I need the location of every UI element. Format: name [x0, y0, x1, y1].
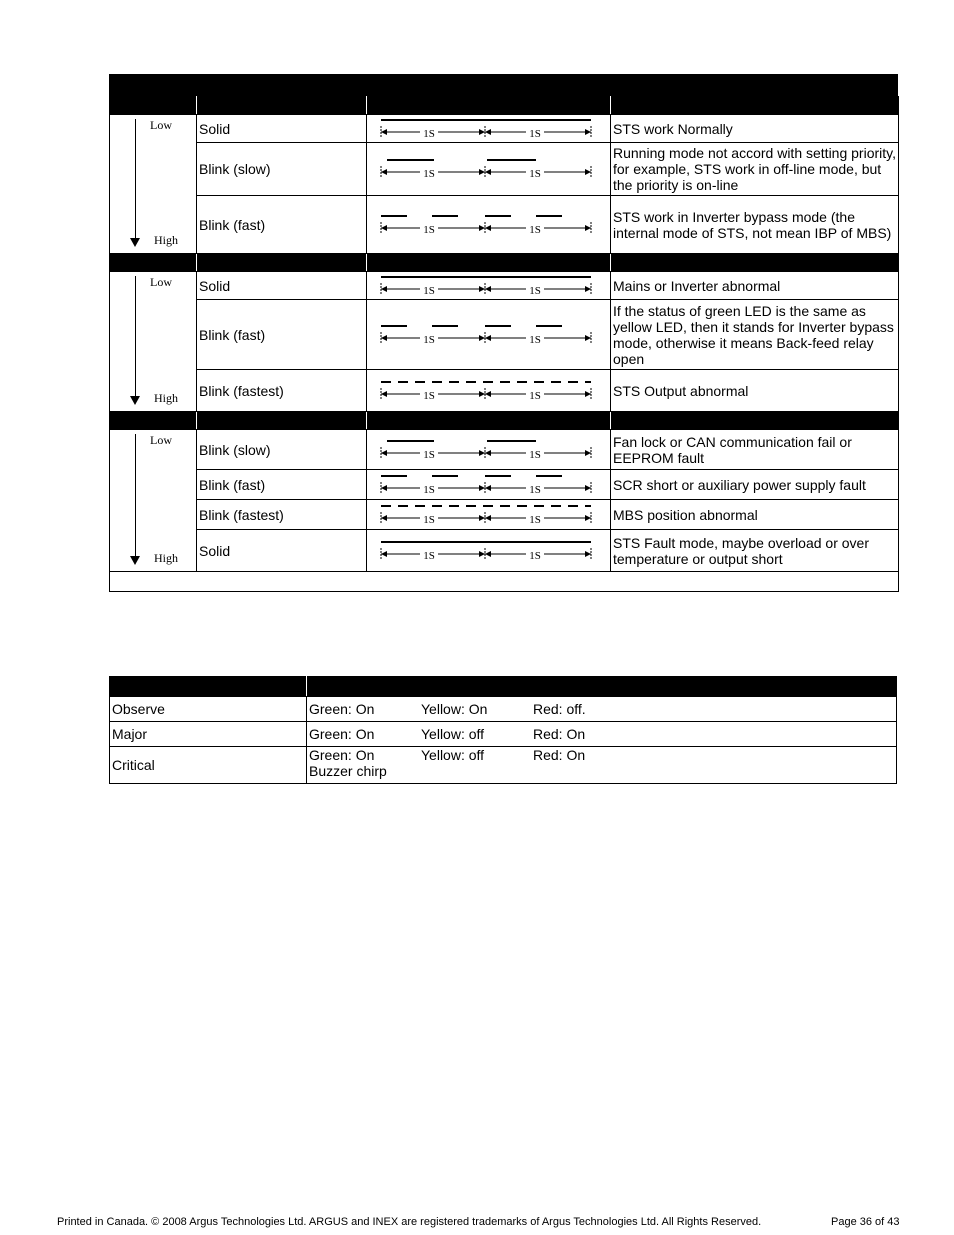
wave-arrowhead — [585, 225, 591, 231]
section-header-cell — [110, 97, 197, 115]
wave-arrowhead — [585, 485, 591, 491]
led-description: MBS position abnormal — [611, 500, 899, 530]
wave-label: 1S — [422, 223, 435, 236]
yellow-state: Yellow: On — [421, 701, 488, 717]
priority-low-label: Low — [150, 275, 172, 289]
wave-arrowhead — [479, 129, 485, 135]
wave-arrowhead — [485, 515, 491, 521]
wave-arrowhead — [585, 515, 591, 521]
priority-scale — [112, 272, 194, 410]
led-waveform — [379, 437, 599, 463]
led-waveform — [379, 502, 599, 528]
table-row — [110, 697, 897, 722]
led-waveform-cell — [367, 143, 611, 196]
wave-label: 1S — [422, 448, 435, 461]
yellow-state: Yellow: off — [421, 747, 485, 763]
wave-arrowhead — [585, 551, 591, 557]
wave-arrowhead — [479, 551, 485, 557]
section-header-cell — [367, 412, 611, 430]
led-description: SCR short or auxiliary power supply fault — [611, 470, 899, 500]
led-states — [307, 697, 897, 722]
table-row — [110, 722, 897, 747]
table-row — [110, 470, 899, 500]
led-description: STS work in Inverter bypass mode (the internal mode of STS, not mean IBP of MBS) — [611, 196, 899, 254]
wave-arrowhead — [381, 169, 387, 175]
wave-arrowhead — [485, 286, 491, 292]
priority-high-label: High — [154, 233, 178, 247]
wave-label: 1S — [422, 284, 435, 297]
alarm-level: Major — [110, 722, 307, 747]
led-pattern: Solid — [197, 272, 367, 300]
wave-arrowhead — [381, 225, 387, 231]
green-state-group — [309, 747, 421, 779]
wave-label: 1S — [528, 549, 541, 562]
section-header-cell — [197, 97, 367, 115]
wave-label: 1S — [422, 549, 435, 562]
table-row — [110, 530, 899, 572]
yellow-state: Yellow: off — [421, 726, 485, 742]
wave-label: 1S — [528, 168, 541, 180]
priority-line — [135, 119, 136, 240]
red-state: Red: On — [533, 726, 586, 742]
green-state: Green: On — [309, 701, 375, 717]
green-state-group — [309, 701, 421, 717]
section-header-cell — [110, 254, 197, 272]
table-row — [110, 500, 899, 530]
table-row — [110, 143, 899, 196]
table-title-bar — [109, 74, 898, 96]
led-waveform-cell — [367, 370, 611, 412]
wave-arrowhead — [381, 485, 387, 491]
led-waveform-cell — [367, 272, 611, 300]
wave-label: 1S — [528, 127, 541, 140]
wave-arrowhead — [479, 169, 485, 175]
wave-arrowhead — [585, 129, 591, 135]
wave-arrowhead — [381, 286, 387, 292]
wave-label: 1S — [528, 483, 541, 496]
section-header-cell — [367, 254, 611, 272]
section-header-row — [110, 254, 899, 272]
wave-arrowhead — [479, 485, 485, 491]
priority-high-label: High — [154, 391, 178, 405]
arrow-down-icon — [130, 238, 140, 247]
priority-line — [135, 276, 136, 398]
wave-label: 1S — [528, 333, 541, 346]
wave-arrowhead — [585, 286, 591, 292]
alarm-header-row — [110, 677, 897, 697]
section-header-cell — [197, 254, 367, 272]
priority-indicator — [110, 115, 197, 254]
led-waveform — [379, 322, 599, 348]
alarm-level-table — [109, 676, 896, 784]
footer-page-number: Page 36 of 43 — [831, 1216, 900, 1228]
alarm-level: Observe — [110, 697, 307, 722]
led-description: STS Fault mode, maybe overload or over temperature or output short — [611, 530, 899, 572]
wave-label: 1S — [422, 127, 435, 140]
wave-arrowhead — [479, 335, 485, 341]
table-row — [110, 196, 899, 254]
priority-low-label: Low — [150, 118, 172, 132]
wave-label: 1S — [528, 284, 541, 297]
wave-arrowhead — [479, 391, 485, 397]
wave-label: 1S — [528, 448, 541, 461]
wave-arrowhead — [485, 129, 491, 135]
priority-indicator — [110, 430, 197, 572]
table-footer-row — [110, 572, 899, 592]
led-description: If the status of green LED is the same as yellow LED, then it stands for Inverter bypass mode, otherwise it means Back-feed relay open — [611, 300, 899, 370]
led-pattern: Blink (slow) — [197, 430, 367, 470]
alarm-header-cell — [307, 677, 897, 697]
led-description: Mains or Inverter abnormal — [611, 272, 899, 300]
led-pattern: Solid — [197, 115, 367, 143]
wave-arrowhead — [381, 450, 387, 456]
led-waveform-cell — [367, 470, 611, 500]
section-header-row — [110, 97, 899, 115]
led-waveform-cell — [367, 115, 611, 143]
led-waveform — [379, 378, 599, 404]
table-row — [110, 747, 897, 784]
wave-arrowhead — [485, 391, 491, 397]
wave-arrowhead — [381, 335, 387, 341]
led-states — [307, 722, 897, 747]
led-pattern: Blink (fast) — [197, 300, 367, 370]
wave-arrowhead — [585, 391, 591, 397]
led-pattern: Blink (fastest) — [197, 500, 367, 530]
wave-arrowhead — [479, 450, 485, 456]
section-header-cell — [367, 97, 611, 115]
table-footer-cell — [110, 572, 899, 592]
led-description: STS work Normally — [611, 115, 899, 143]
led-pattern: Solid — [197, 530, 367, 572]
alarm-table-body — [109, 676, 897, 784]
led-waveform — [379, 472, 599, 498]
section-header-cell — [110, 412, 197, 430]
led-waveform-cell — [367, 500, 611, 530]
wave-label: 1S — [422, 333, 435, 346]
priority-high-label: High — [154, 551, 178, 565]
section-header-row — [110, 412, 899, 430]
wave-label: 1S — [528, 223, 541, 236]
wave-arrowhead — [485, 450, 491, 456]
led-description: Running mode not accord with setting priority, for example, STS work in off-line mode, but the priority is on-line — [611, 143, 899, 196]
priority-scale — [112, 430, 194, 570]
led-waveform-cell — [367, 430, 611, 470]
section-header-cell — [197, 412, 367, 430]
arrow-down-icon — [130, 556, 140, 565]
led-description: STS Output abnormal — [611, 370, 899, 412]
led-pattern: Blink (slow) — [197, 143, 367, 196]
table-row — [110, 430, 899, 470]
wave-arrowhead — [479, 515, 485, 521]
led-pattern: Blink (fast) — [197, 470, 367, 500]
led-pattern: Blink (fast) — [197, 196, 367, 254]
table-row — [110, 115, 899, 143]
wave-label: 1S — [422, 389, 435, 402]
table-row — [110, 370, 899, 412]
wave-arrowhead — [585, 169, 591, 175]
wave-arrowhead — [485, 335, 491, 341]
alarm-level: Critical — [110, 747, 307, 784]
alarm-header-cell — [110, 677, 307, 697]
red-state: Red: off. — [533, 701, 586, 717]
wave-label: 1S — [422, 513, 435, 526]
table-row — [110, 300, 899, 370]
led-table-body — [109, 96, 899, 592]
wave-arrowhead — [479, 286, 485, 292]
wave-arrowhead — [479, 225, 485, 231]
section-header-cell — [611, 254, 899, 272]
led-status-table — [109, 74, 898, 592]
wave-label: 1S — [422, 483, 435, 496]
priority-low-label: Low — [150, 433, 172, 447]
led-waveform-cell — [367, 300, 611, 370]
green-state: Green: On — [309, 747, 375, 763]
wave-arrowhead — [485, 485, 491, 491]
led-states — [307, 747, 897, 784]
priority-indicator — [110, 272, 197, 412]
wave-arrowhead — [485, 169, 491, 175]
red-state: Red: On — [533, 747, 586, 763]
wave-arrowhead — [381, 129, 387, 135]
led-pattern: Blink (fastest) — [197, 370, 367, 412]
buzzer-state: Buzzer chirp — [309, 763, 387, 779]
arrow-down-icon — [130, 396, 140, 405]
green-state-group — [309, 726, 421, 742]
section-header-cell — [611, 97, 899, 115]
priority-line — [135, 434, 136, 558]
section-header-cell — [611, 412, 899, 430]
wave-label: 1S — [422, 168, 435, 180]
priority-scale — [112, 115, 194, 252]
wave-arrowhead — [485, 551, 491, 557]
wave-arrowhead — [381, 515, 387, 521]
wave-arrowhead — [381, 391, 387, 397]
led-waveform — [379, 212, 599, 238]
led-waveform-cell — [367, 530, 611, 572]
footer-left: Printed in Canada. © 2008 Argus Technologies Ltd. ARGUS and INEX are registered trademarks of Argus Technologies Ltd. All Rights Reserved. — [57, 1216, 762, 1228]
wave-label: 1S — [528, 389, 541, 402]
led-waveform-cell — [367, 196, 611, 254]
wave-arrowhead — [585, 450, 591, 456]
led-description: Fan lock or CAN communication fail or EEPROM fault — [611, 430, 899, 470]
green-state: Green: On — [309, 726, 375, 742]
led-waveform — [379, 273, 599, 299]
wave-arrowhead — [485, 225, 491, 231]
wave-arrowhead — [381, 551, 387, 557]
wave-arrowhead — [585, 335, 591, 341]
table-row — [110, 272, 899, 300]
led-waveform — [379, 538, 599, 564]
wave-label: 1S — [528, 513, 541, 526]
led-waveform — [379, 116, 599, 142]
led-waveform — [379, 156, 599, 182]
